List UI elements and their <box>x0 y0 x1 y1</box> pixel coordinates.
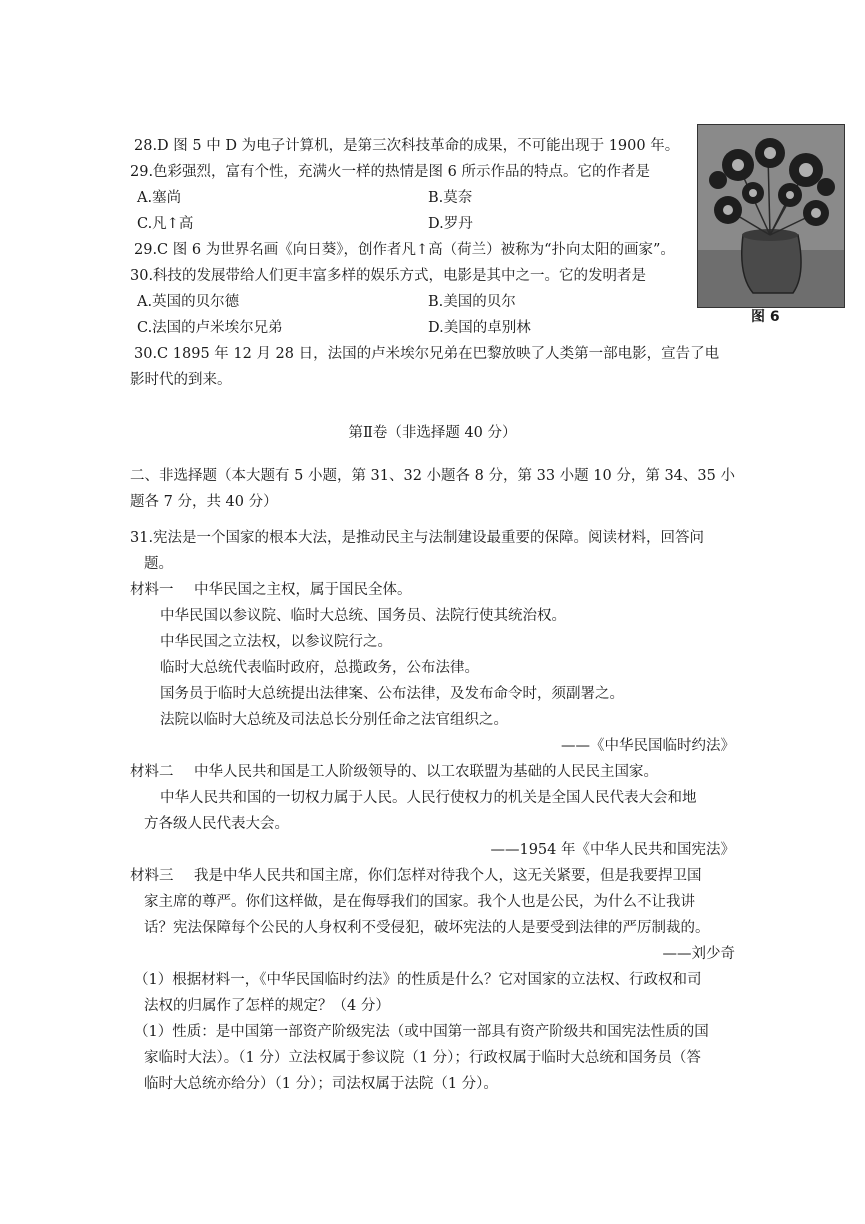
q31-answer1-line3: 临时大总统亦给分）（1 分）；司法权属于法院（1 分）。 <box>144 1076 498 1092</box>
material-one-line: 中华民国之主权，属于国民全体。 <box>194 582 412 598</box>
q31-sub1-line2: 法权的归属作了怎样的规定？（4 分） <box>144 998 390 1014</box>
q29-option-c: C.凡↑高 <box>137 216 194 232</box>
q31-stem-line2: 题。 <box>144 556 173 572</box>
q29-stem: 29.色彩强烈，富有个性，充满火一样的热情是图 6 所示作品的特点。它的作者是 <box>130 164 651 180</box>
q30-option-d: D.美国的卓别林 <box>428 320 531 336</box>
material-two-label: 材料二 <box>130 764 174 780</box>
q29-option-b: B.莫奈 <box>428 190 473 206</box>
material-two-line: 方各级人民代表大会。 <box>144 816 289 832</box>
material-three-line: 话？宪法保障每个公民的人身权利不受侵犯，破坏宪法的人是要受到法律的严厉制裁的。 <box>144 920 710 936</box>
q28-answer: 28.D 图 5 中 D 为电子计算机，是第三次科技革命的成果，不可能出现于 1900 年。 <box>134 138 680 154</box>
figure-caption: 图 6 <box>751 309 780 325</box>
q31-sub1-line1: （1）根据材料一，《中华民国临时约法》的性质是什么？它对国家的立法权、行政权和司 <box>134 972 702 988</box>
q29-answer: 29.C 图 6 为世界名画《向日葵》，创作者凡↑高（荷兰）被称为“扑向太阳的画家”。 <box>134 242 675 258</box>
material-one-label: 材料一 <box>130 582 174 598</box>
material-three-label: 材料三 <box>130 868 174 884</box>
sunflowers-image <box>698 125 844 307</box>
q30-answer-line2: 影时代的到来。 <box>130 372 232 388</box>
q30-option-b: B.美国的贝尔 <box>428 294 516 310</box>
material-two-source: ——1954 年《中华人民共和国宪法》 <box>490 842 735 858</box>
q30-stem: 30.科技的发展带给人们更丰富多样的娱乐方式，电影是其中之一。它的发明者是 <box>130 268 647 284</box>
material-one-line: 临时大总统代表临时政府，总揽政务，公布法律。 <box>160 660 479 676</box>
q31-answer1-line1: （1）性质：是中国第一部资产阶级宪法（或中国第一部具有资产阶级共和国宪法性质的国 <box>134 1024 709 1040</box>
q31-stem-line1: 31.宪法是一个国家的根本大法，是推动民主与法制建设最重要的保障。阅读材料，回答问 <box>130 530 705 546</box>
material-three-source: ——刘少奇 <box>662 946 735 962</box>
q30-option-c: C.法国的卢米埃尔兄弟 <box>137 320 283 336</box>
section-title: 第Ⅱ卷（非选择题 40 分） <box>348 425 517 441</box>
material-one-line: 中华民国以参议院、临时大总统、国务员、法院行使其统治权。 <box>160 608 566 624</box>
section-intro-line1: 二、非选择题（本大题有 5 小题，第 31、32 小题各 8 分，第 33 小题 10 分，第 34、35 小 <box>130 468 735 484</box>
material-two-line: 中华人民共和国是工人阶级领导的、以工农联盟为基础的人民民主国家。 <box>194 764 658 780</box>
material-one-line: 中华民国之立法权，以参议院行之。 <box>160 634 392 650</box>
material-one-line: 法院以临时大总统及司法总长分别任命之法官组织之。 <box>160 712 508 728</box>
q30-option-a: A.英国的贝尔德 <box>137 294 240 310</box>
material-three-line: 我是中华人民共和国主席，你们怎样对待我个人，这无关紧要，但是我要捍卫国 <box>194 868 702 884</box>
material-two-line: 中华人民共和国的一切权力属于人民。人民行使权力的机关是全国人民代表大会和地 <box>160 790 697 806</box>
q29-option-d: D.罗丹 <box>428 216 473 232</box>
material-one-line: 国务员于临时大总统提出法律案、公布法律，及发布命令时，须副署之。 <box>160 686 624 702</box>
section-intro-line2: 题各 7 分，共 40 分） <box>130 494 278 510</box>
sunflowers-painting-icon <box>697 124 845 308</box>
q29-option-a: A.塞尚 <box>137 190 182 206</box>
q30-answer-line1: 30.C 1895 年 12 月 28 日，法国的卢米埃尔兄弟在巴黎放映了人类第一部电影，宣告了电 <box>134 346 720 362</box>
material-three-line: 家主席的尊严。你们这样做，是在侮辱我们的国家。我个人也是公民，为什么不让我讲 <box>144 894 695 910</box>
q31-answer1-line2: 家临时大法）。（1 分）立法权属于参议院（1 分）；行政权属于临时大总统和国务员（答 <box>144 1050 701 1066</box>
material-one-source: ——《中华民国临时约法》 <box>561 738 735 754</box>
